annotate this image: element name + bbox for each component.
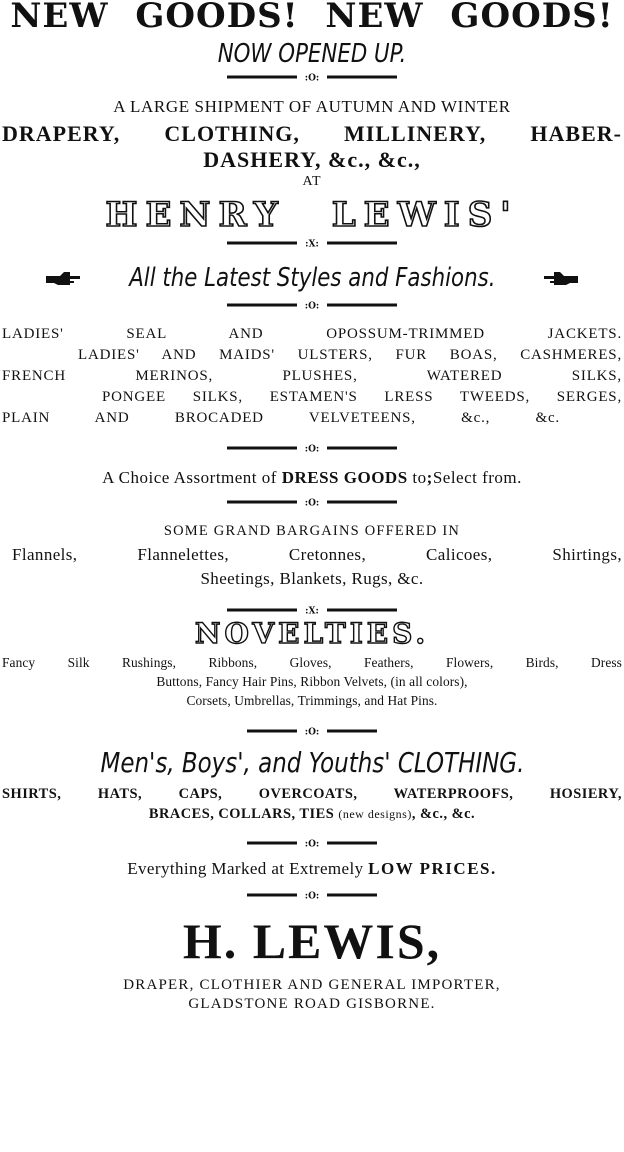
clothing-heading xyxy=(2,742,622,784)
novelties-heading: NOVELTIES. xyxy=(194,617,430,650)
divider-rule xyxy=(2,838,622,848)
subhead xyxy=(2,36,622,72)
dress-goods-end: Select from. xyxy=(432,468,522,487)
novelties-line-3: Corsets, Umbrellas, Trimmings, and Hat Pins. xyxy=(186,693,438,708)
bargains-line-2: Sheetings, Blankets, Rugs, &c. xyxy=(200,569,424,588)
styles-text: All the Latest Styles and Fashions. xyxy=(128,263,496,293)
intro-line-1: A LARGE SHIPMENT OF AUTUMN AND WINTER xyxy=(113,97,511,116)
intro-line-2: DRAPERY, CLOTHING, MILLINERY, HABER- xyxy=(2,121,622,146)
styles-line xyxy=(2,256,622,300)
dress-goods-prefix: A Choice Assortment of xyxy=(102,468,282,487)
footer-line-1: DRAPER, CLOTHIER AND GENERAL IMPORTER, xyxy=(123,977,501,993)
divider-label: :O: xyxy=(304,444,320,453)
shop-name: HENRY LEWIS' xyxy=(105,195,519,235)
divider-label: :O: xyxy=(304,301,320,310)
ladies-line-4: PONGEE SILKS, ESTAMEN'S LRESS TWEEDS, SERGES, xyxy=(102,389,622,405)
prices-prefix: Everything Marked at Extremely xyxy=(127,859,369,878)
prices-line xyxy=(2,852,622,886)
dress-goods-bold: DRESS GOODS xyxy=(281,468,408,487)
clothing-line-1: SHIRTS, HATS, CAPS, OVERCOATS, WATERPROOFS, HOSIERY, xyxy=(2,786,622,802)
divider-label: :O: xyxy=(304,73,320,82)
divider-rule-x xyxy=(2,605,622,615)
bargains-heading: SOME GRAND BARGAINS OFFERED IN xyxy=(163,523,461,539)
prices-bold: LOW PRICES. xyxy=(368,859,497,878)
novelties-line-1: Fancy Silk Rushings, Ribbons, Gloves, Feathers, Flowers, Birds, Dress xyxy=(2,655,622,670)
intro-line-3: DASHERY, &c., &c., xyxy=(203,147,421,172)
clothing-heading-text: Men's, Boys', and Youths' CLOTHING. xyxy=(100,746,524,779)
intro-line-4: AT xyxy=(302,174,322,189)
footer-line-2: GLADSTONE ROAD GISBORNE. xyxy=(188,996,436,1012)
divider-label: :O: xyxy=(304,891,320,900)
novelties-line-2: Buttons, Fancy Hair Pins, Ribbon Velvets, (in all colors), xyxy=(156,674,468,689)
divider-rule-x xyxy=(2,238,622,248)
ladies-line-3: FRENCH MERINOS, PLUSHES, WATERED SILKS, xyxy=(2,368,622,384)
pointing-hand-right-icon xyxy=(44,258,82,302)
divider-rule xyxy=(2,726,622,736)
divider-label: :X: xyxy=(305,239,319,248)
ladies-line-2: LADIES' AND MAIDS' ULSTERS, FUR BOAS, CASHMERES, xyxy=(78,347,622,363)
subhead-text: NOW OPENED UP. xyxy=(217,39,407,69)
clothing-line-2-a: BRACES, COLLARS, TIES xyxy=(148,806,339,822)
ladies-line-5: PLAIN AND BROCADED VELVETEENS, &c., &c. xyxy=(2,410,560,426)
dress-goods-to: to xyxy=(407,468,427,487)
divider-label: :O: xyxy=(304,727,320,736)
clothing-line-2-c: , &c., &c. xyxy=(411,806,476,822)
pointing-hand-left-icon xyxy=(542,258,580,302)
headline: NEW GOODS! NEW GOODS! xyxy=(10,0,614,36)
divider-rule xyxy=(2,72,622,82)
dress-goods-line xyxy=(2,463,622,493)
bargains-line-1: Flannels, Flannelettes, Cretonnes, Calicoes, Shirtings, xyxy=(12,545,622,564)
dress-goods-mark: ; xyxy=(426,468,433,487)
divider-label: :O: xyxy=(304,498,320,507)
ladies-line-1: LADIES' SEAL AND OPOSSUM-TRIMMED JACKETS. xyxy=(2,326,622,342)
divider-label: :O: xyxy=(304,839,320,848)
divider-rule xyxy=(2,497,622,507)
divider-label: :X: xyxy=(305,606,319,615)
divider-rule xyxy=(2,300,622,310)
clothing-line-2-b: (new designs) xyxy=(338,807,412,821)
divider-rule xyxy=(2,443,622,453)
divider-rule xyxy=(2,890,622,900)
signature: H. LEWIS, xyxy=(182,913,442,969)
clothing-line-2 xyxy=(2,804,622,824)
